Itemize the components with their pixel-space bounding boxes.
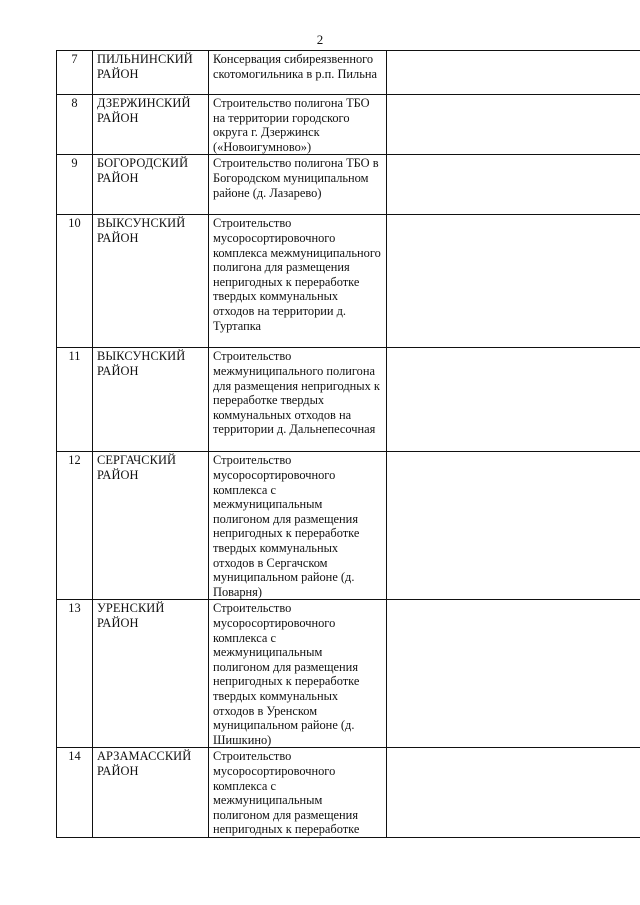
notes-cell [387,95,640,155]
row-number: 12 [57,452,93,600]
district-name: ВЫКСУНСКИЙ РАЙОН [93,348,209,452]
project-description: Строительство мусоросортировочного комплекса с межмуниципальным полигоном для размещения непригодных к переработке [209,748,387,838]
district-name: ДЗЕРЖИНСКИЙ РАЙОН [93,95,209,155]
row-number: 8 [57,95,93,155]
notes-cell [387,600,640,748]
table-row [57,748,640,838]
project-description: Строительство межмуниципального полигона для размещения непригодных к переработке твердых коммунальных отходов на территории д. Дальнепесочная [209,348,387,452]
table-row [57,215,640,348]
project-description: Строительство мусоросортировочного комплекса с межмуниципальным полигоном для размещения непригодных к переработке твердых коммунальных отходов в Сергачском муниципальном районе (д. Поварня) [209,452,387,600]
projects-table [56,50,640,838]
notes-cell [387,215,640,348]
row-number: 14 [57,748,93,838]
table-row [57,600,640,748]
notes-cell [387,348,640,452]
project-description: Консервация сибиреязвенного скотомогильника в р.п. Пильна [209,51,387,95]
table-row [57,348,640,452]
table-row [57,95,640,155]
project-description: Строительство мусоросортировочного комплекса межмуниципального полигона для размещения непригодных к переработке твердых коммунальных отходов на территории д. Туртапка [209,215,387,348]
row-number: 10 [57,215,93,348]
row-number: 13 [57,600,93,748]
row-number: 11 [57,348,93,452]
district-name: УРЕНСКИЙ РАЙОН [93,600,209,748]
project-description: Строительство полигона ТБО в Богородском муниципальном районе (д. Лазарево) [209,155,387,215]
notes-cell [387,452,640,600]
project-description: Строительство мусоросортировочного комплекса с межмуниципальным полигоном для размещения непригодных к переработке твердых коммунальных отходов в Уренском муниципальном районе (д. Шишкино) [209,600,387,748]
table-row [57,155,640,215]
row-number: 7 [57,51,93,95]
notes-cell [387,155,640,215]
district-name: БОГОРОДСКИЙ РАЙОН [93,155,209,215]
row-number: 9 [57,155,93,215]
table-row [57,51,640,95]
page-number: 2 [316,32,324,47]
notes-cell [387,51,640,95]
district-name: СЕРГАЧСКИЙ РАЙОН [93,452,209,600]
district-name: АРЗАМАССКИЙ РАЙОН [93,748,209,838]
district-name: ПИЛЬНИНСКИЙ РАЙОН [93,51,209,95]
district-name: ВЫКСУНСКИЙ РАЙОН [93,215,209,348]
table-row [57,452,640,600]
notes-cell [387,748,640,838]
project-description: Строительство полигона ТБО на территории городского округа г. Дзержинск («Новоигумново») [209,95,387,155]
